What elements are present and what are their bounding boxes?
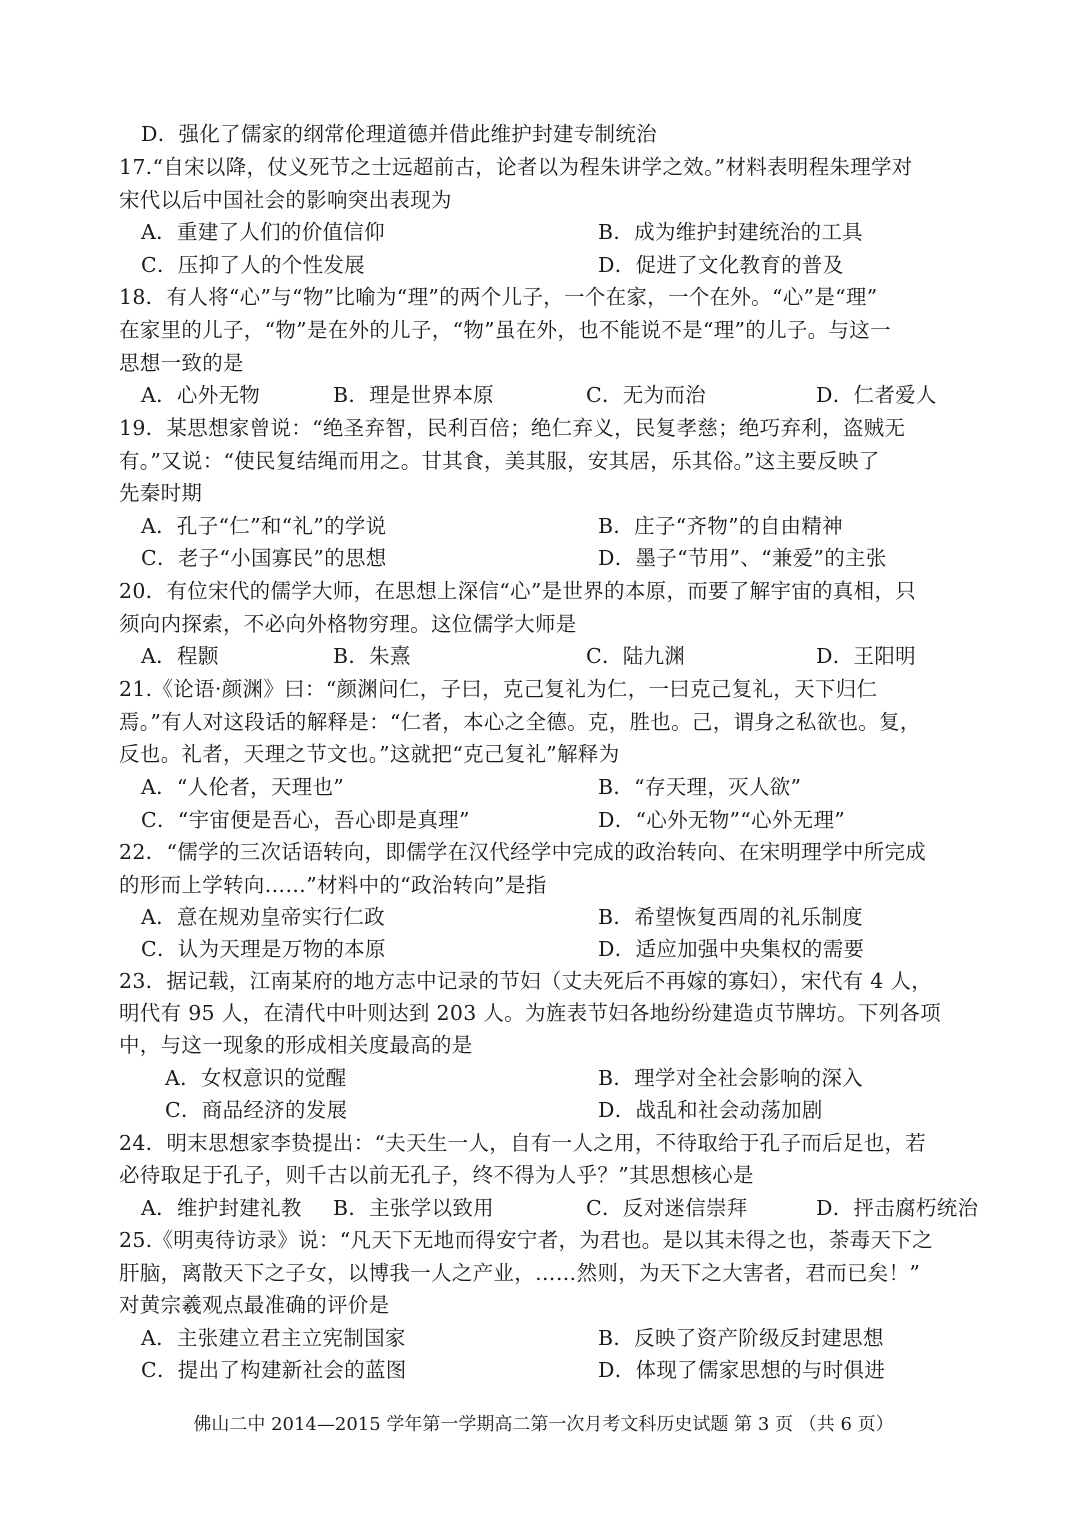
answer-options-row [119, 1353, 979, 1387]
answer-options-row [119, 248, 979, 282]
question-text-line: 焉。”有人对这段话的解释是：“仁者，本心之全德。克，胜也。己，谓身之私欲也。复， [119, 710, 921, 734]
answer-option: A．孔子“仁”和“礼”的学说 [141, 514, 387, 538]
answer-option: B．成为维护封建统治的工具 [598, 220, 863, 244]
question-text-line: 23．据记载，江南某府的地方志中记录的节妇（丈夫死后不再嫁的寡妇），宋代有 4 人， [119, 969, 933, 993]
answer-option: B．主张学以致用 [333, 1196, 494, 1220]
answer-option: B．反映了资产阶级反封建思想 [598, 1326, 884, 1350]
answer-option: B．理学对全社会影响的深入 [598, 1066, 863, 1090]
question-text-line: 17.“自宋以降，仗义死节之士远超前古，论者以为程朱讲学之效。”材料表明程朱理学对 [119, 155, 913, 179]
answer-option: C．“宇宙便是吾心，吾心即是真理” [141, 808, 470, 832]
answer-option: A．意在规劝皇帝实行仁政 [141, 905, 385, 929]
question-text-line: 在家里的儿子，“物”是在外的儿子，“物”虽在外，也不能说不是“理”的儿子。与这一 [119, 318, 891, 342]
question-text-line: 宋代以后中国社会的影响突出表现为 [119, 188, 452, 212]
question-text-line: D．强化了儒家的纲常伦理道德并借此维护封建专制统治 [141, 122, 657, 146]
answer-option: C．无为而治 [586, 383, 706, 407]
answer-option: D．王阳明 [816, 644, 916, 668]
answer-option: D．仁者爱人 [816, 383, 937, 407]
question-text-line: 肝脑，离散天下之子女，以博我一人之产业，……然则，为天下之大害者，君而已矣！” [119, 1261, 921, 1285]
answer-options-row [119, 215, 979, 249]
answer-options-row [119, 803, 979, 837]
answer-option: A．心外无物 [141, 383, 261, 407]
answer-options-row [119, 1321, 979, 1355]
answer-option: D．体现了儒家思想的与时俱进 [598, 1358, 886, 1382]
question-text-line: 明代有 95 人，在清代中叶则达到 203 人。为旌表节妇各地纷纷建造贞节牌坊。下列各项 [119, 1001, 941, 1025]
question-text-line: 24．明末思想家李贽提出：“夫天生一人，自有一人之用，不待取给于孔子而后足也，若 [119, 1131, 927, 1155]
answer-option: B．理是世界本原 [333, 383, 494, 407]
answer-option: C．反对迷信崇拜 [586, 1196, 748, 1220]
answer-options-row [119, 639, 979, 673]
answer-option: C．老子“小国寡民”的思想 [141, 546, 387, 570]
answer-option: B．“存天理，灭人欲” [598, 775, 802, 799]
answer-option: B．庄子“齐物”的自由精神 [598, 514, 843, 538]
answer-options-row [119, 1191, 979, 1225]
question-text-line: 必待取足于孔子，则千古以前无孔子，终不得为人乎？”其思想核心是 [119, 1163, 754, 1187]
question-text-line: 中，与这一现象的形成相关度最高的是 [119, 1033, 473, 1057]
answer-option: C．提出了构建新社会的蓝图 [141, 1358, 407, 1382]
answer-options-row [119, 541, 979, 575]
answer-option: C．商品经济的发展 [165, 1098, 348, 1122]
answer-option: A．维护封建礼教 [141, 1196, 302, 1220]
answer-options-row [119, 932, 979, 966]
answer-options-row [119, 900, 979, 934]
question-text-line: 有。”又说：“使民复结绳而用之。甘其食，美其服，安其居，乐其俗。”这主要反映了 [119, 449, 880, 473]
answer-option: D．抨击腐朽统治 [816, 1196, 979, 1220]
answer-option: D．促进了文化教育的普及 [598, 253, 844, 277]
question-text-line: 的形而上学转向……”材料中的“政治转向”是指 [119, 873, 547, 897]
answer-option: A．重建了人们的价值信仰 [141, 220, 385, 244]
answer-options-row [119, 1093, 979, 1127]
answer-options-row [119, 770, 979, 804]
answer-options-row [119, 378, 979, 412]
answer-option: A．女权意识的觉醒 [165, 1066, 347, 1090]
question-text-line: 22．“儒学的三次话语转向，即儒学在汉代经学中完成的政治转向、在宋明理学中所完成 [119, 840, 927, 864]
answer-option: C．认为天理是万物的本原 [141, 937, 386, 961]
question-text-line: 21.《论语·颜渊》曰：“颜渊问仁，子曰，克己复礼为仁，一曰克己复礼，天下归仁 [119, 677, 878, 701]
answer-option: B．朱熹 [333, 644, 411, 668]
answer-options-row [119, 509, 979, 543]
answer-option: D．墨子“节用”、“兼爱”的主张 [598, 546, 887, 570]
question-text-line: 25.《明夷待访录》说：“凡天下无地而得安宁者，为君也。是以其未得之也，荼毒天下之 [119, 1228, 933, 1252]
page-footer: 佛山二中 2014—2015 学年第一学期高二第一次月考文科历史试题 第 3 页 （共 6 页） [193, 1414, 894, 1435]
question-text-line: 19．某思想家曾说：“绝圣弃智，民利百倍；绝仁弃义，民复孝慈；绝巧弃利，盗贼无 [119, 416, 906, 440]
answer-option: C．陆九渊 [586, 644, 686, 668]
question-text-line: 先秦时期 [119, 481, 203, 505]
answer-option: D．适应加强中央集权的需要 [598, 937, 865, 961]
question-text-line: 18．有人将“心”与“物”比喻为“理”的两个儿子，一个在家，一个在外。“心”是“理” [119, 285, 878, 309]
answer-option: C．压抑了人的个性发展 [141, 253, 365, 277]
question-text-line: 20．有位宋代的儒学大师，在思想上深信“心”是世界的本原，而要了解宇宙的真相，只 [119, 579, 917, 603]
answer-option: D．“心外无物”“心外无理” [598, 808, 846, 832]
answer-option: A．主张建立君主立宪制国家 [141, 1326, 406, 1350]
answer-option: A．程颢 [141, 644, 219, 668]
answer-options-row [119, 1061, 979, 1095]
answer-option: B．希望恢复西周的礼乐制度 [598, 905, 863, 929]
question-text-line: 思想一致的是 [119, 351, 244, 375]
question-text-line: 须向内探索，不必向外格物穷理。这位儒学大师是 [119, 612, 577, 636]
answer-option: D．战乱和社会动荡加剧 [598, 1098, 823, 1122]
question-text-line: 反也。礼者，天理之节文也。”这就把“克己复礼”解释为 [119, 742, 620, 766]
answer-option: A．“人伦者，天理也” [141, 775, 345, 799]
question-text-line: 对黄宗羲观点最准确的评价是 [119, 1293, 390, 1317]
